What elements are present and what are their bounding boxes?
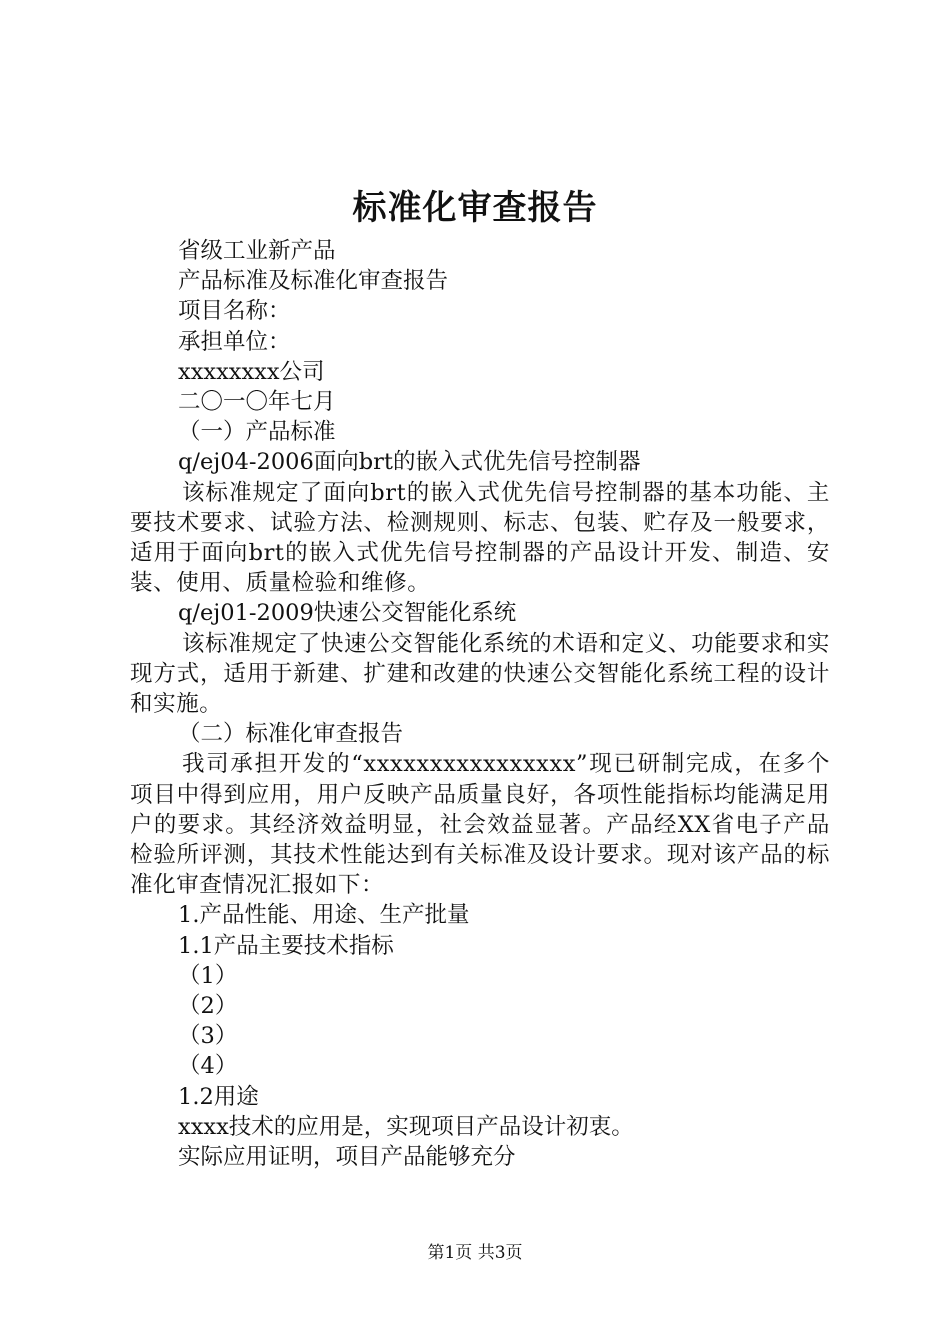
text-line: 1.1产品主要技术指标 bbox=[178, 932, 394, 959]
paragraph: 该标准规定了快速公交智能化系统的术语和定义、功能要求和实现方式，适用于新建、扩建和改建的快速公交智能化系统工程的设计和实施。 bbox=[130, 630, 830, 718]
text-line: （1） bbox=[178, 962, 238, 989]
section-heading: （一）产品标准 bbox=[178, 419, 336, 446]
document-title: 标准化审查报告 bbox=[352, 188, 598, 228]
text-line: 产品标准及标准化审查报告 bbox=[178, 268, 449, 295]
text-line: xxxx技术的应用是，实现项目产品设计初衷。 bbox=[178, 1113, 634, 1140]
text-line: 省级工业新产品 bbox=[178, 238, 336, 264]
text-line: （2） bbox=[178, 993, 238, 1020]
text-line: 二〇一〇年七月 bbox=[178, 389, 336, 416]
standard-name: q/ej01-2009快速公交智能化系统 bbox=[178, 600, 517, 627]
document-body bbox=[130, 236, 830, 1172]
paragraph: 该标准规定了面向brt的嵌入式优先信号控制器的基本功能、主要技术要求、试验方法、检测规则、标志、包装、贮存及一般要求，适用于面向brt的嵌入式优先信号控制器的产品设计开发、制造、安装、使用、质量检验和维修。 bbox=[130, 479, 830, 597]
text-line: 1.产品性能、用途、生产批量 bbox=[178, 902, 470, 929]
text-line: （4） bbox=[178, 1053, 238, 1080]
text-line: （3） bbox=[178, 1023, 238, 1050]
text-line: 实际应用证明，项目产品能够充分 bbox=[178, 1144, 516, 1171]
paragraph: 我司承担开发的“xxxxxxxxxxxxxxxx”现已研制完成，在多个项目中得到应用，用户反映产品质量良好，各项性能指标均能满足用户的要求。其经济效益明显，社会效益显著。产品经XX省电子产品检验所评测，其技术性能达到有关标准及设计要求。现对该产品的标准化审查情况汇报如下： bbox=[130, 751, 830, 899]
page-footer: 第1页 共3页 bbox=[427, 1243, 523, 1263]
text-line: 项目名称： bbox=[178, 298, 291, 325]
standard-name: q/ej04-2006面向brt的嵌入式优先信号控制器 bbox=[178, 449, 641, 476]
section-heading: （二）标准化审查报告 bbox=[178, 721, 404, 748]
text-line: xxxxxxxx公司 bbox=[178, 358, 325, 385]
text-line: 1.2用途 bbox=[178, 1083, 259, 1110]
text-line: 承担单位： bbox=[178, 328, 291, 355]
